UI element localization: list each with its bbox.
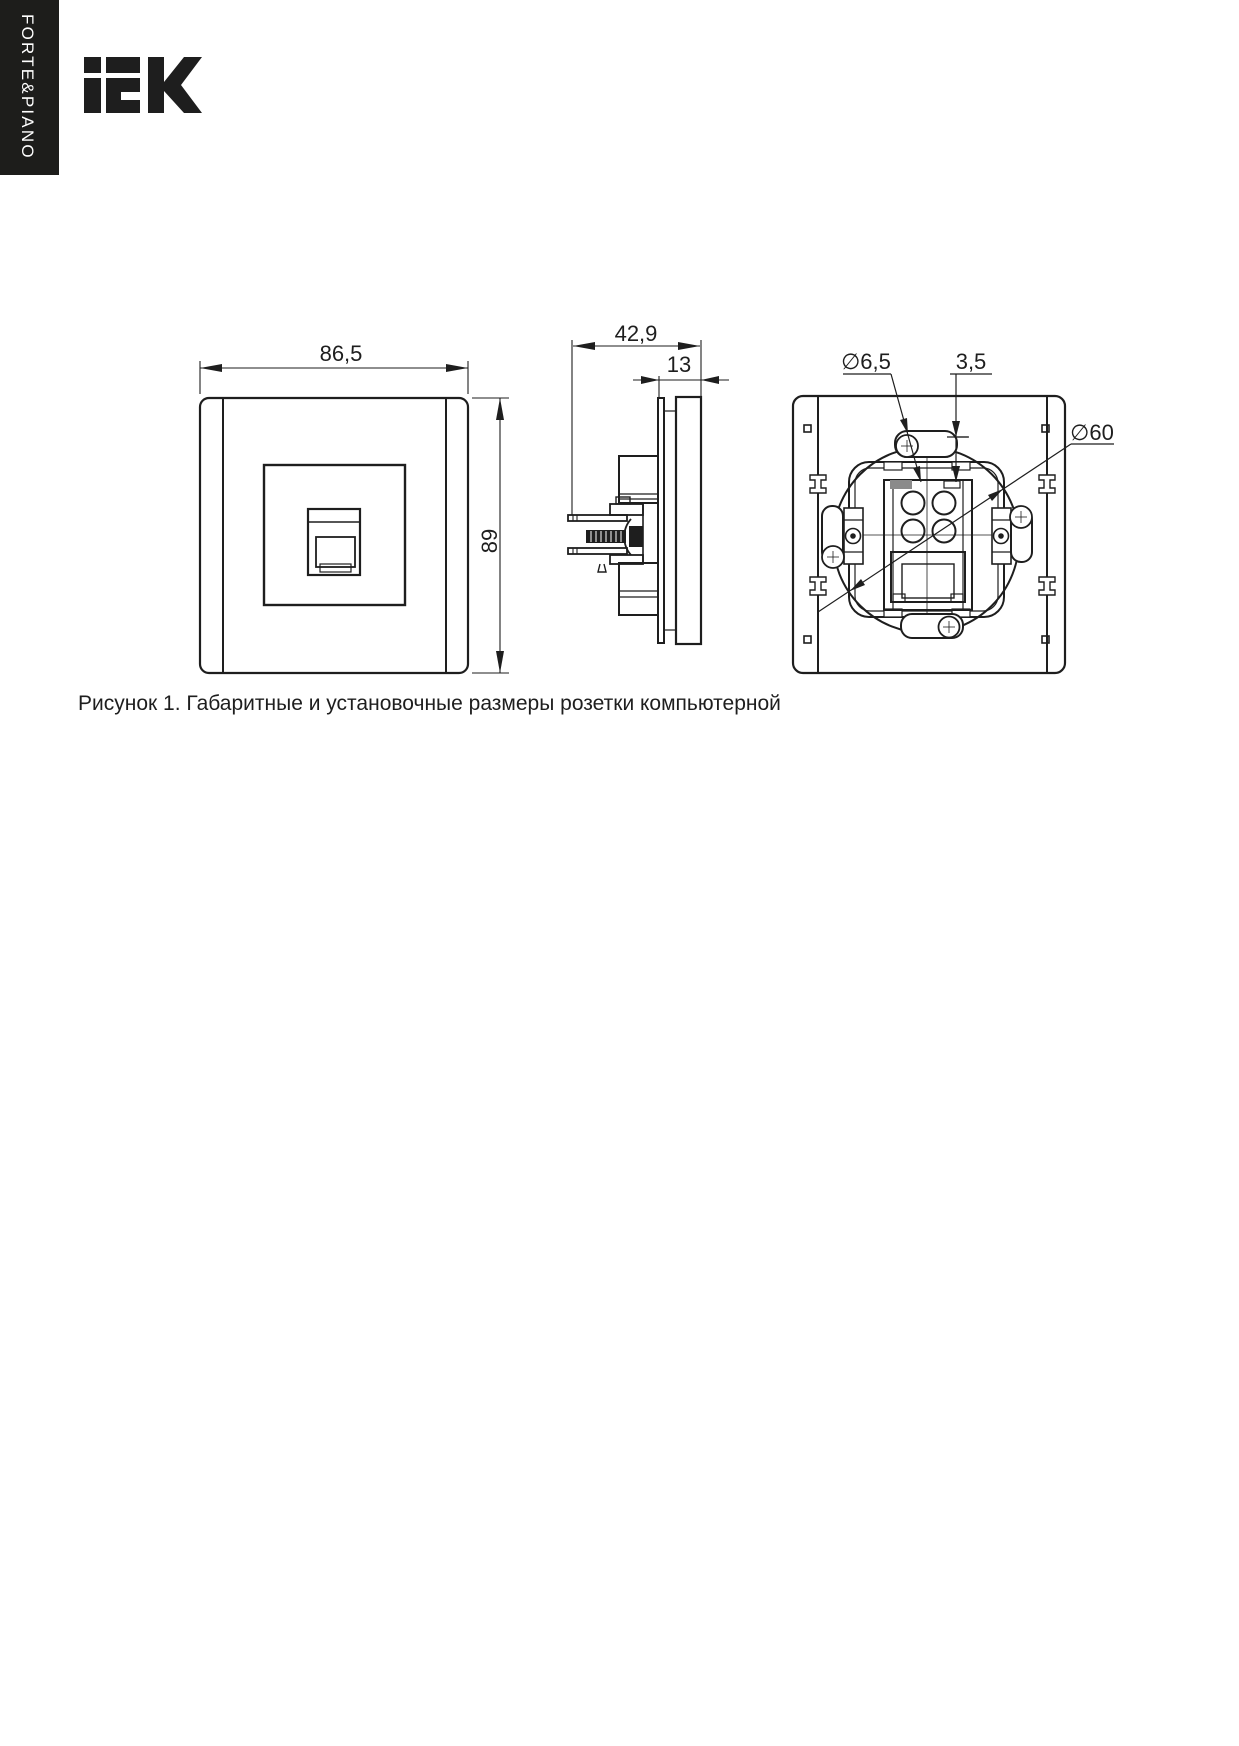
logo-k <box>148 57 202 113</box>
terminal-block <box>884 480 972 610</box>
fixing-screw <box>586 519 643 555</box>
iek-logo <box>84 57 202 113</box>
screw-mounts <box>844 508 1011 564</box>
brand-sidebar <box>0 0 59 175</box>
dim-front-height <box>472 398 509 673</box>
dim-back-hole-label: ∅6,5 <box>841 349 891 374</box>
logo-i-dot <box>84 57 101 73</box>
dim-front-width <box>200 341 468 394</box>
logo-e-top <box>106 57 140 73</box>
logo-e-body <box>106 78 140 113</box>
rj45-socket <box>308 509 360 575</box>
figure-caption: Рисунок 1. Габаритные и установочные размеры розетки компьютерной <box>78 692 781 715</box>
logo-i-stem <box>84 78 101 113</box>
dim-back-claw-label: 3,5 <box>955 349 987 374</box>
front-view-drawing <box>200 341 509 673</box>
dim-side-depth-label: 42,9 <box>614 321 658 346</box>
dim-side-cover-label: 13 <box>666 352 692 377</box>
dim-side-cover <box>633 352 729 397</box>
brand-series-label: FORTE&PIANO <box>18 14 37 160</box>
dim-front-height-label: 89 <box>477 528 502 554</box>
back-view-drawing <box>793 349 1114 673</box>
dim-side-depth <box>572 321 701 515</box>
side-view-drawing <box>568 321 729 644</box>
dim-front-width-label: 86,5 <box>319 341 363 366</box>
dim-back-box-label: ∅60 <box>1070 420 1114 445</box>
